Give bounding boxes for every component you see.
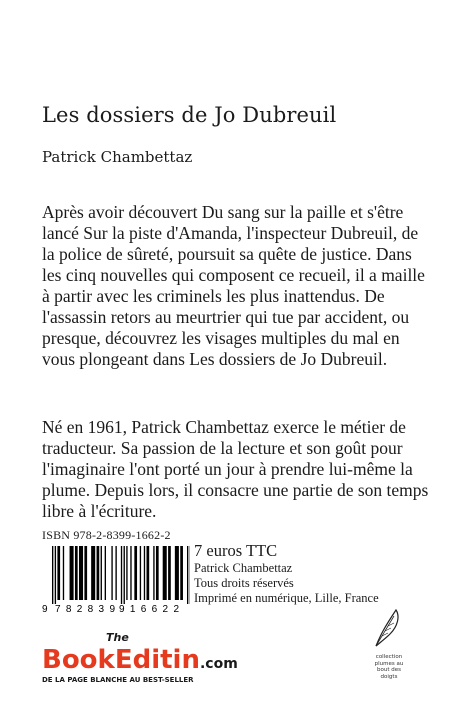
collection-line: plumes au (374, 660, 404, 667)
barcode-bar (187, 546, 188, 604)
collection-label (368, 654, 410, 680)
barcode-bar (79, 546, 83, 600)
barcode-bar (163, 546, 167, 600)
barcode-bar (140, 546, 141, 600)
barcode-bar (124, 546, 125, 604)
barcode-bar (180, 546, 183, 600)
barcode-digits-left: 782839 (55, 604, 115, 614)
barcode-bar (115, 546, 116, 600)
logo-the: The (106, 631, 129, 644)
barcode-bar (168, 546, 171, 600)
barcode-bar (175, 546, 179, 600)
book-author: Patrick Chambettaz (42, 148, 193, 166)
barcode-bar (121, 546, 122, 604)
barcode-bar (126, 546, 127, 600)
barcode-digits-right: 916622 (119, 604, 179, 614)
barcode-bar (84, 546, 87, 600)
logo-main: BookEditin.com (42, 645, 238, 675)
summary-block (42, 202, 432, 370)
barcode (40, 544, 190, 614)
book-title: Les dossiers de Jo Dubreuil (42, 103, 337, 127)
rights-notice: Tous droits réservés (194, 576, 294, 590)
barcode-bar (57, 546, 60, 600)
barcode-bar (70, 546, 74, 600)
barcode-bar (105, 546, 106, 600)
barcode-bar (147, 546, 150, 600)
quill-icon (370, 606, 404, 648)
barcode-digit-first: 9 (42, 604, 48, 614)
barcode-bar (75, 546, 78, 600)
rights-holder: Patrick Chambettaz (194, 561, 293, 575)
bookedition-logo (40, 628, 240, 686)
barcode-bar (134, 546, 137, 600)
collection-line: collection (375, 654, 403, 660)
isbn-label: ISBN 978-2-8399-1662-2 (42, 528, 171, 542)
barcode-bar (153, 546, 154, 600)
printing-info: Imprimé en numérique, Lille, France (194, 591, 379, 605)
publication-info (194, 541, 379, 606)
logo-tagline: DE LA PAGE BLANCHE AU BEST-SELLER (42, 676, 194, 684)
barcode-bar (101, 546, 102, 600)
author-bio-text: Né en 1961, Patrick Chambettaz exerce le métier de traducteur. Sa passion de la lecture et son goût pour l'imaginaire l'ont porté un jour à prendre lui-même la plume. Depuis lors, il consacre une partie de son temps libre à l'écriture. (42, 417, 429, 521)
barcode-bar (63, 546, 64, 600)
barcode-bar (52, 546, 53, 604)
price: 7 euros TTC (194, 541, 278, 560)
barcode-bar (97, 546, 100, 600)
barcode-bar (55, 546, 56, 604)
collection-line: doigts (380, 673, 398, 680)
collection-line: bout des (377, 667, 401, 673)
barcode-bar (156, 546, 159, 600)
barcode-bar (111, 546, 112, 600)
author-bio-block (42, 417, 432, 522)
barcode-bar (144, 546, 145, 600)
barcode-bar (130, 546, 131, 600)
barcode-bar (91, 546, 95, 600)
summary-text: Après avoir découvert Du sang sur la paille et s'être lancé Sur la piste d'Amanda, l'inspecteur Dubreuil, de la police de sûreté, poursuit sa quête de justice. Dans les cinq nouvelles qui composent ce recueil, il a maille à partir avec les criminels les plus inattendus. De l'assassin retors au meurtrier qui tue par accident, ou presque, découvrez les visages multiples du mal en vous plongeant dans Les dossiers de Jo Dubreuil. (42, 202, 425, 369)
